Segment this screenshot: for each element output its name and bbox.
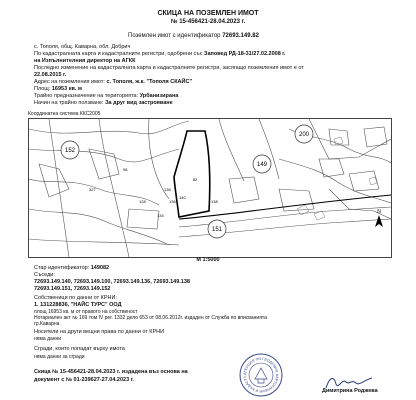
parcel-label-136b: 136 <box>164 187 171 192</box>
address-value: с. Тополя, ж.к. "Тополя СКАЙС" <box>106 79 193 85</box>
purpose-value: Урбанизирана <box>139 93 179 99</box>
footer-line-1: Скица № 15-456421-28.04.2023 г. издадена въз основа на <box>34 369 188 375</box>
parcel-label-151: 151 <box>211 227 223 233</box>
parcel-label-128: 128 <box>139 199 146 204</box>
address-line <box>34 80 192 86</box>
holders-value: няма данни <box>34 336 62 342</box>
previous-id-line <box>34 266 109 272</box>
parcel-label-138: 138 <box>211 199 218 204</box>
location-line: с. Тополя, общ. Каварна, обл. Добрич <box>34 44 131 50</box>
map-drawing <box>29 119 391 257</box>
neighbours-label: Съседи: <box>34 272 55 278</box>
owners-heading: Собственици по данни от КРНИ: <box>34 295 117 301</box>
parcel-label-140: 140 <box>179 195 186 200</box>
subject-parcel-outline <box>174 131 210 217</box>
use-label: Начин на трайно ползване: <box>34 100 104 106</box>
purpose-line <box>34 94 178 100</box>
signer-name: Димитрина Роджева <box>322 388 378 394</box>
document-number: № 15-456421-28.04.2023 г. <box>170 19 246 25</box>
stamp-emblem-icon <box>255 368 267 383</box>
order-value: Заповед РД-18-31/27.02.2008 г. <box>204 51 286 57</box>
parcel-label-152: 152 <box>64 148 76 154</box>
map-scale: М 1:5000 <box>196 257 220 263</box>
purpose-label: Трайно предназначение на територията: <box>34 93 139 99</box>
last-change-line: Последно изменение на кадастралната карта и кадастралните регистри, засягащо поземления имот е от <box>34 65 304 71</box>
agency-stamp-icon <box>238 352 284 398</box>
use-value: За друг вид застрояване <box>105 100 173 106</box>
area-label: Площ: <box>34 86 51 92</box>
cadastral-map <box>28 118 392 258</box>
holders-heading: Носители на други вещни права по данни от КРНИ <box>34 329 165 335</box>
address-label: Адрес на поземления имот: <box>34 79 105 85</box>
north-arrow-label: N <box>377 209 381 215</box>
last-change-date: 22.08.2015 г. <box>34 72 67 78</box>
order-line-1 <box>34 52 286 58</box>
parcel-label-82: 82 <box>192 177 198 182</box>
parcel-label-134: 134 <box>157 213 164 218</box>
area-value: 16953 кв. м <box>51 86 82 92</box>
stamp-text-path: АГЕНЦИЯ ПО ГЕОДЕЗИЯ, КАРТОГРАФИЯ И КАДАСТЪ <box>242 356 280 394</box>
north-arrow-icon <box>375 209 383 227</box>
document-title: СКИЦА НА ПОЗЕМЛЕН ИМОТ <box>157 10 259 17</box>
parcel-label-136a: 136 <box>169 199 176 204</box>
owner-line-4: гр.Каварна <box>34 321 60 327</box>
footer-line-2: документ с № 01-239627-27.04.2023 г. <box>34 377 134 383</box>
previous-id-value: 149082 <box>90 265 110 271</box>
order-line-2: на Изпълнителния директор на АГКК <box>34 58 136 64</box>
area-line <box>34 87 82 93</box>
parcel-label-149: 149 <box>256 162 268 168</box>
identifier-label: Поземлен имот с идентификатор <box>128 33 221 39</box>
owner-line-1: 1. 131228836, "НАЙС ТУРС" ООД <box>34 302 122 308</box>
neighbours-line <box>34 273 55 279</box>
identifier-value: 72693.149.82 <box>222 33 259 39</box>
buildings-heading: Сгради, които попадат върху имота <box>34 346 125 352</box>
neighbours-values-1: 72693.149.140, 72693.149.100, 72693.149.136, 72693.149.138 <box>34 279 190 285</box>
parcel-label-327: 327 <box>89 187 96 192</box>
parcel-label-200: 200 <box>298 132 310 138</box>
owner-line-2: площ 16953 кв. м от правото на собственост <box>34 309 138 315</box>
owner-line-3: Нотариален акт № 169 том IV рег. 1332 дело 653 от 08.06.2012г. издаден от Служба по вписванията <box>34 315 267 321</box>
identifier-line <box>128 33 259 39</box>
neighbours-values-2: 72693.149.151, 72693.149.152 <box>34 286 111 292</box>
use-line <box>34 101 173 107</box>
map-small-parcels <box>297 137 377 220</box>
buildings-value: няма данни за сгради <box>34 354 85 360</box>
previous-id-label: Стар идентификатор: <box>34 265 90 271</box>
coord-system-label: Координатна система ККС2005 <box>28 111 101 117</box>
order-text: По кадастралната карта и кадастралните регистри, одобрени със <box>34 51 203 57</box>
parcel-label-98: 98 <box>123 167 128 172</box>
